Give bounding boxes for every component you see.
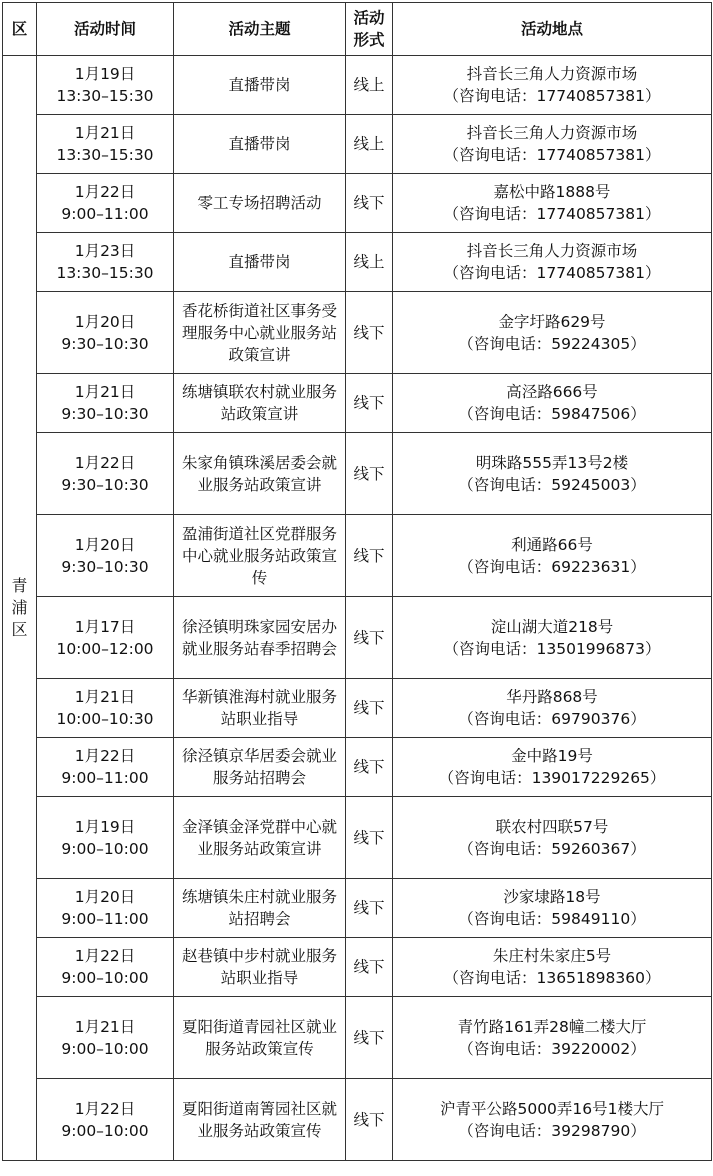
topic-cell: 华新镇淮海村就业服务站职业指导 [174, 679, 346, 738]
time-cell [37, 679, 174, 738]
topic-cell: 夏阳街道南箐园社区就业服务站政策宣传 [174, 1079, 346, 1161]
time-cell [37, 515, 174, 597]
date-text: 1月22日 [74, 453, 136, 472]
date-text: 1月22日 [74, 183, 136, 201]
place-cell [393, 433, 712, 515]
topic-cell: 赵巷镇中步村就业服务站职业指导 [174, 938, 346, 997]
table-row [3, 56, 712, 115]
header-row [3, 3, 712, 56]
phone-text: （咨询电话：39220002） [458, 1039, 646, 1058]
phone-text: （咨询电话：13651898360） [443, 969, 661, 987]
phone-text: （咨询电话：59245003） [458, 475, 646, 494]
phone-text: （咨询电话：139017229265） [438, 769, 666, 787]
time-cell [37, 997, 174, 1079]
address-text: 抖音长三角人力资源市场 [466, 65, 638, 83]
address-text: 华丹路868号 [506, 688, 598, 706]
place-cell [393, 233, 712, 292]
mode-cell: 线上 [346, 115, 393, 174]
date-text: 1月19日 [74, 817, 136, 836]
date-text: 1月22日 [74, 1099, 136, 1118]
table-row [3, 938, 712, 997]
time-text: 9:00–11:00 [61, 910, 149, 928]
time-text: 9:00–11:00 [61, 769, 149, 787]
date-text: 1月21日 [74, 124, 136, 142]
date-text: 1月20日 [74, 888, 136, 906]
header-place: 活动地点 [393, 3, 712, 56]
phone-text: （咨询电话：69790376） [458, 710, 646, 728]
address-text: 高泾路666号 [506, 383, 598, 401]
address-text: 沪青平公路5000弄16号1楼大厅 [439, 1099, 665, 1118]
phone-text: （咨询电话：59849110） [458, 910, 646, 928]
phone-text: （咨询电话：59260367） [458, 839, 646, 858]
place-cell [393, 738, 712, 797]
place-cell [393, 797, 712, 879]
time-text: 13:30–15:30 [56, 264, 154, 282]
topic-cell: 徐泾镇明珠家园安居办就业服务站春季招聘会 [174, 597, 346, 679]
phone-text: （咨询电话：69223631） [458, 557, 646, 576]
mode-cell: 线下 [346, 997, 393, 1079]
address-text: 抖音长三角人力资源市场 [466, 124, 638, 142]
mode-cell: 线下 [346, 292, 393, 374]
phone-text: （咨询电话：17740857381） [443, 264, 661, 282]
topic-cell: 香花桥街道社区事务受理服务中心就业服务站政策宣讲 [174, 292, 346, 374]
date-text: 1月21日 [74, 688, 136, 706]
topic-cell: 直播带岗 [174, 115, 346, 174]
table-row [3, 1079, 712, 1161]
time-text: 9:30–10:30 [61, 405, 149, 423]
time-text: 9:00–10:00 [61, 839, 149, 858]
topic-cell: 直播带岗 [174, 56, 346, 115]
mode-cell: 线下 [346, 374, 393, 433]
table-row [3, 174, 712, 233]
place-cell [393, 56, 712, 115]
topic-cell: 朱家角镇珠溪居委会就业服务站政策宣讲 [174, 433, 346, 515]
header-mode: 活动形式 [346, 3, 393, 56]
schedule-table [2, 2, 712, 1161]
date-text: 1月21日 [74, 1017, 136, 1036]
table-body [3, 56, 712, 1161]
time-text: 9:00–10:00 [61, 1121, 149, 1140]
date-text: 1月19日 [74, 65, 136, 83]
time-cell [37, 597, 174, 679]
time-text: 9:30–10:30 [61, 557, 149, 576]
phone-text: （咨询电话：39298790） [458, 1121, 646, 1140]
table-row [3, 997, 712, 1079]
mode-cell: 线下 [346, 738, 393, 797]
mode-cell: 线下 [346, 938, 393, 997]
mode-cell: 线下 [346, 879, 393, 938]
phone-text: （咨询电话：17740857381） [443, 87, 661, 105]
place-cell [393, 292, 712, 374]
time-text: 9:30–10:30 [61, 475, 149, 494]
table-row [3, 597, 712, 679]
time-cell [37, 1079, 174, 1161]
phone-text: （咨询电话：59224305） [458, 334, 646, 353]
mode-cell: 线下 [346, 515, 393, 597]
date-text: 1月21日 [74, 383, 136, 401]
phone-text: （咨询电话：59847506） [458, 405, 646, 423]
table-row [3, 515, 712, 597]
time-cell [37, 879, 174, 938]
place-cell [393, 115, 712, 174]
mode-cell: 线上 [346, 233, 393, 292]
topic-cell: 零工专场招聘活动 [174, 174, 346, 233]
mode-cell: 线下 [346, 1079, 393, 1161]
table-row [3, 738, 712, 797]
phone-text: （咨询电话：17740857381） [443, 205, 661, 223]
place-cell [393, 1079, 712, 1161]
time-cell [37, 56, 174, 115]
date-text: 1月22日 [74, 747, 136, 765]
topic-cell: 盈浦街道社区党群服务中心就业服务站政策宣传 [174, 515, 346, 597]
time-text: 9:00–11:00 [61, 205, 149, 223]
date-text: 1月20日 [74, 312, 136, 331]
address-text: 明珠路555弄13号2楼 [475, 453, 629, 472]
header-district: 区 [3, 3, 37, 56]
place-cell [393, 374, 712, 433]
phone-text: （咨询电话：17740857381） [443, 146, 661, 164]
topic-cell: 夏阳街道青园社区就业服务站政策宣传 [174, 997, 346, 1079]
address-text: 朱庄村朱家庄5号 [492, 947, 612, 965]
table-row [3, 292, 712, 374]
table-row [3, 374, 712, 433]
time-cell [37, 738, 174, 797]
time-cell [37, 292, 174, 374]
time-cell [37, 115, 174, 174]
topic-cell: 金泽镇金泽党群中心就业服务站政策宣讲 [174, 797, 346, 879]
time-text: 10:00–10:30 [56, 710, 154, 728]
place-cell [393, 597, 712, 679]
place-cell [393, 938, 712, 997]
table-row [3, 433, 712, 515]
time-text: 10:00–12:00 [56, 639, 154, 658]
address-text: 淀山湖大道218号 [490, 617, 614, 636]
table-row [3, 879, 712, 938]
place-cell [393, 679, 712, 738]
mode-cell: 线上 [346, 56, 393, 115]
address-text: 沙家埭路18号 [503, 888, 601, 906]
address-text: 联农村四联57号 [495, 817, 609, 836]
time-cell [37, 433, 174, 515]
table-row [3, 679, 712, 738]
address-text: 金中路19号 [511, 747, 593, 765]
date-text: 1月22日 [74, 947, 136, 965]
place-cell [393, 879, 712, 938]
mode-cell: 线下 [346, 174, 393, 233]
place-cell [393, 515, 712, 597]
table-row [3, 797, 712, 879]
mode-cell: 线下 [346, 679, 393, 738]
date-text: 1月20日 [74, 535, 136, 554]
phone-text: （咨询电话：13501996873） [443, 639, 661, 658]
address-text: 利通路66号 [511, 535, 593, 554]
address-text: 青竹路161弄28幢二楼大厅 [457, 1017, 647, 1036]
topic-cell: 直播带岗 [174, 233, 346, 292]
header-topic: 活动主题 [174, 3, 346, 56]
date-text: 1月17日 [74, 617, 136, 636]
mode-cell: 线下 [346, 797, 393, 879]
place-cell [393, 997, 712, 1079]
place-cell [393, 174, 712, 233]
topic-cell: 徐泾镇京华居委会就业服务站招聘会 [174, 738, 346, 797]
topic-cell: 练塘镇朱庄村就业服务站招聘会 [174, 879, 346, 938]
time-cell [37, 938, 174, 997]
mode-cell: 线下 [346, 597, 393, 679]
time-text: 13:30–15:30 [56, 87, 154, 105]
address-text: 抖音长三角人力资源市场 [466, 242, 638, 260]
address-text: 嘉松中路1888号 [493, 183, 611, 201]
time-text: 13:30–15:30 [56, 146, 154, 164]
mode-cell: 线下 [346, 433, 393, 515]
time-cell [37, 233, 174, 292]
time-text: 9:00–10:00 [61, 969, 149, 987]
topic-cell: 练塘镇联农村就业服务站政策宣讲 [174, 374, 346, 433]
time-cell [37, 374, 174, 433]
time-text: 9:30–10:30 [61, 334, 149, 353]
address-text: 金字圩路629号 [498, 312, 606, 331]
header-time: 活动时间 [37, 3, 174, 56]
district-name: 青浦区 [11, 576, 28, 639]
time-cell [37, 174, 174, 233]
table-row [3, 233, 712, 292]
district-cell [3, 56, 37, 1161]
table-row [3, 115, 712, 174]
date-text: 1月23日 [74, 242, 136, 260]
time-cell [37, 797, 174, 879]
time-text: 9:00–10:00 [61, 1039, 149, 1058]
